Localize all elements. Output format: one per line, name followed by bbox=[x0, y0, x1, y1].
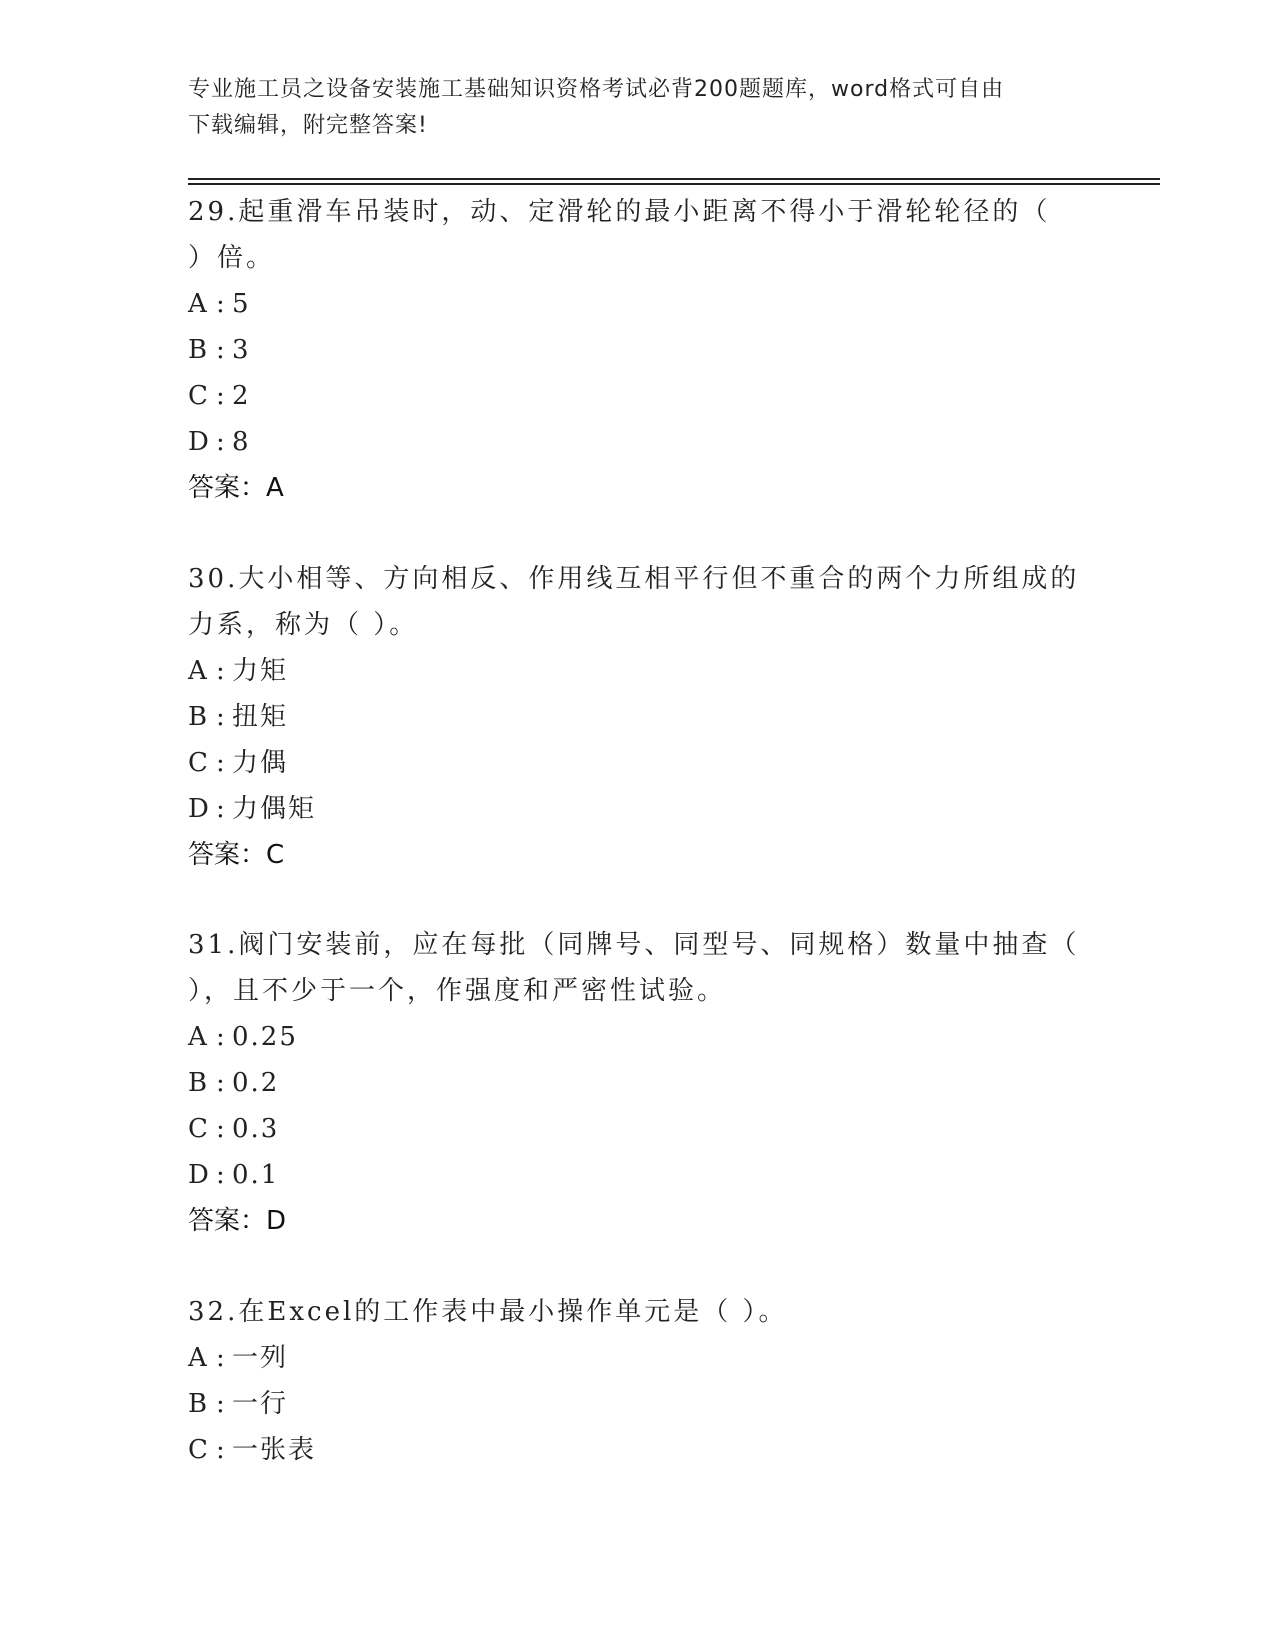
document-header bbox=[188, 72, 1068, 144]
header-title-line-1: 专业施工员之设备安装施工基础知识资格考试必背200题题库，word格式可自由 bbox=[188, 77, 1005, 102]
option-c bbox=[188, 373, 1088, 419]
header-title-line-2: 下载编辑，附完整答案! bbox=[188, 113, 428, 138]
question-text bbox=[188, 556, 1088, 602]
option-separator: : bbox=[216, 1343, 227, 1373]
question-31 bbox=[188, 922, 1088, 1244]
option-a bbox=[188, 1335, 1088, 1381]
option-value: 2 bbox=[232, 381, 251, 411]
option-separator: : bbox=[216, 1068, 227, 1098]
option-letter: A bbox=[188, 1343, 209, 1373]
option-b bbox=[188, 1381, 1088, 1427]
option-letter: A bbox=[188, 289, 209, 319]
option-letter: D bbox=[188, 794, 211, 824]
option-d bbox=[188, 419, 1088, 465]
option-separator: : bbox=[216, 1160, 227, 1190]
option-a bbox=[188, 648, 1088, 694]
answer-line: 答案：A bbox=[188, 473, 284, 503]
option-value: 0.3 bbox=[232, 1114, 280, 1144]
question-text-line-1: 阀门安装前，应在每批（同牌号、同型号、同规格）数量中抽查（ bbox=[238, 930, 1080, 960]
option-letter: B bbox=[188, 335, 210, 365]
option-letter: C bbox=[188, 381, 210, 411]
question-text-line-2: ），且不少于一个，作强度和严密性试验。 bbox=[188, 976, 727, 1006]
option-letter: D bbox=[188, 1160, 211, 1190]
question-number: 31. bbox=[188, 930, 239, 960]
option-c bbox=[188, 1106, 1088, 1152]
option-value: 力偶矩 bbox=[232, 794, 317, 824]
option-value: 3 bbox=[232, 335, 251, 365]
option-separator: : bbox=[216, 427, 227, 457]
answer-line: 答案：D bbox=[188, 1206, 287, 1236]
option-value: 8 bbox=[232, 427, 251, 457]
option-value: 一列 bbox=[232, 1343, 289, 1373]
option-letter: D bbox=[188, 427, 211, 457]
option-letter: B bbox=[188, 702, 210, 732]
option-letter: A bbox=[188, 656, 209, 686]
question-number: 32. bbox=[188, 1297, 239, 1327]
option-b bbox=[188, 327, 1088, 373]
option-a bbox=[188, 1014, 1088, 1060]
option-value: 0.25 bbox=[232, 1022, 298, 1052]
option-value: 一行 bbox=[232, 1389, 289, 1419]
question-29 bbox=[188, 189, 1088, 511]
option-letter: C bbox=[188, 1114, 210, 1144]
option-value: 一张表 bbox=[232, 1435, 317, 1465]
option-b bbox=[188, 694, 1088, 740]
option-separator: : bbox=[216, 748, 227, 778]
option-letter: B bbox=[188, 1389, 210, 1419]
option-separator: : bbox=[216, 335, 227, 365]
option-separator: : bbox=[216, 381, 227, 411]
option-letter: B bbox=[188, 1068, 210, 1098]
option-d bbox=[188, 786, 1088, 832]
question-number: 30. bbox=[188, 564, 239, 594]
option-value: 扭矩 bbox=[232, 702, 289, 732]
question-30 bbox=[188, 556, 1088, 878]
option-letter: C bbox=[188, 1435, 210, 1465]
option-separator: : bbox=[216, 702, 227, 732]
option-a bbox=[188, 281, 1088, 327]
option-letter: A bbox=[188, 1022, 209, 1052]
option-value: 0.1 bbox=[232, 1160, 280, 1190]
option-separator: : bbox=[216, 1435, 227, 1465]
option-value: 0.2 bbox=[232, 1068, 280, 1098]
option-value: 力偶 bbox=[232, 748, 289, 778]
option-separator: : bbox=[216, 656, 227, 686]
question-text-line-2: 力系，称为（ ）。 bbox=[188, 610, 419, 640]
question-text-line-2: ）倍。 bbox=[188, 243, 276, 273]
question-text bbox=[188, 1289, 1088, 1335]
option-separator: : bbox=[216, 1022, 227, 1052]
question-text bbox=[188, 922, 1088, 968]
option-c bbox=[188, 1427, 1088, 1473]
option-c bbox=[188, 740, 1088, 786]
question-text-line-1: 起重滑车吊装时，动、定滑轮的最小距离不得小于滑轮轮径的（ bbox=[238, 197, 1051, 227]
question-text-line-1: 大小相等、方向相反、作用线互相平行但不重合的两个力所组成的 bbox=[238, 564, 1080, 594]
question-text bbox=[188, 189, 1088, 235]
header-divider-top bbox=[188, 178, 1160, 180]
question-number: 29. bbox=[188, 197, 239, 227]
option-separator: : bbox=[216, 794, 227, 824]
answer-line: 答案：C bbox=[188, 840, 285, 870]
header-divider-bottom bbox=[188, 183, 1160, 185]
option-value: 5 bbox=[232, 289, 251, 319]
option-separator: : bbox=[216, 1114, 227, 1144]
option-d bbox=[188, 1152, 1088, 1198]
option-separator: : bbox=[216, 289, 227, 319]
option-letter: C bbox=[188, 748, 210, 778]
question-32 bbox=[188, 1289, 1088, 1473]
option-b bbox=[188, 1060, 1088, 1106]
question-text-line-1: 在Excel的工作表中最小操作单元是（ ）。 bbox=[238, 1297, 788, 1327]
option-value: 力矩 bbox=[232, 656, 289, 686]
option-separator: : bbox=[216, 1389, 227, 1419]
